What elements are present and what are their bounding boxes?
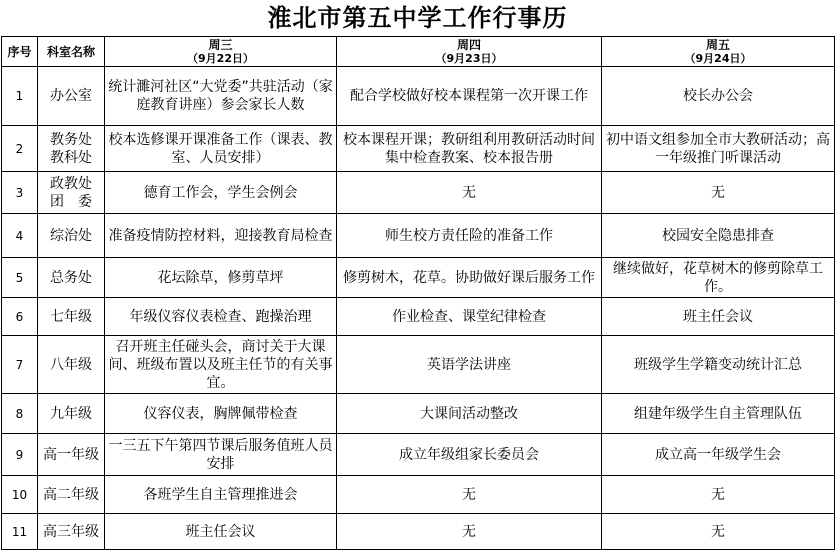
row-index: 2 [2,126,38,172]
row-wednesday: 校本选修课开课准备工作（课表、教室、人员安排） [105,126,337,172]
row-friday: 无 [602,514,835,550]
row-index: 8 [2,394,38,434]
row-dept: 总务处 [38,258,105,298]
row-thursday: 成立年级组家长委员会 [337,434,602,476]
row-index: 6 [2,298,38,336]
header-friday-date: （9月24日） [684,52,752,65]
row-dept: 政教处 团 委 [38,172,105,214]
row-index: 1 [2,67,38,126]
row-index: 9 [2,434,38,476]
row-friday: 校长办公会 [602,67,835,126]
schedule-table [1,36,835,550]
table-row [2,336,835,394]
row-wednesday: 年级仪容仪表检查、跑操治理 [105,298,337,336]
row-dept: 综治处 [38,214,105,258]
row-thursday: 无 [337,514,602,550]
header-index: 序号 [2,37,38,67]
row-wednesday: 各班学生自主管理推进会 [105,476,337,514]
table-header-row [2,37,835,67]
row-dept: 九年级 [38,394,105,434]
row-friday: 无 [602,172,835,214]
row-dept: 七年级 [38,298,105,336]
header-wednesday [105,37,337,67]
header-thursday-date: （9月23日） [435,52,503,65]
row-friday: 成立高一年级学生会 [602,434,835,476]
row-dept: 高一年级 [38,434,105,476]
row-thursday: 修剪树木，花草。协助做好课后服务工作 [337,258,602,298]
row-thursday: 无 [337,172,602,214]
row-wednesday: 统计濉河社区“大党委”共驻活动（家庭教育讲座）参会家长人数 [105,67,337,126]
row-dept: 高三年级 [38,514,105,550]
table-row [2,434,835,476]
row-dept: 八年级 [38,336,105,394]
row-wednesday: 班主任会议 [105,514,337,550]
page-title: 淮北市第五中学工作行事历 [267,4,568,32]
row-friday: 无 [602,476,835,514]
table-row [2,514,835,550]
row-dept: 高二年级 [38,476,105,514]
table-row [2,476,835,514]
table-row [2,298,835,336]
table-row [2,172,835,214]
header-dept: 科室名称 [38,37,105,67]
row-index: 5 [2,258,38,298]
table-row [2,394,835,434]
row-wednesday: 准备疫情防控材料，迎接教育局检查 [105,214,337,258]
row-friday: 组建年级学生自主管理队伍 [602,394,835,434]
row-friday: 班级学生学籍变动统计汇总 [602,336,835,394]
row-wednesday: 一三五下午第四节课后服务值班人员安排 [105,434,337,476]
header-wednesday-day: 周三 [208,38,233,52]
row-friday: 校园安全隐患排查 [602,214,835,258]
table-row [2,67,835,126]
row-index: 10 [2,476,38,514]
row-thursday: 作业检查、课堂纪律检查 [337,298,602,336]
table-row [2,258,835,298]
row-wednesday: 召开班主任碰头会，商讨关于大课间、班级布置以及班主任节的有关事宜。 [105,336,337,394]
header-friday-day: 周五 [705,38,730,52]
table-row [2,126,835,172]
row-index: 3 [2,172,38,214]
header-wednesday-date: （9月22日） [187,52,254,65]
row-thursday: 英语学法讲座 [337,336,602,394]
row-wednesday: 花坛除草，修剪草坪 [105,258,337,298]
row-index: 7 [2,336,38,394]
header-friday [602,37,835,67]
row-wednesday: 仪容仪表，胸牌佩带检查 [105,394,337,434]
row-dept: 办公室 [38,67,105,126]
row-thursday: 师生校方责任险的准备工作 [337,214,602,258]
row-friday: 初中语文组参加全市大教研活动；高一年级推门听课活动 [602,126,835,172]
row-friday: 继续做好，花草树木的修剪除草工作。 [602,258,835,298]
row-dept: 教务处 教科处 [38,126,105,172]
header-thursday-day: 周四 [456,38,481,52]
row-index: 4 [2,214,38,258]
row-thursday: 配合学校做好校本课程第一次开课工作 [337,67,602,126]
row-friday: 班主任会议 [602,298,835,336]
row-index: 11 [2,514,38,550]
header-thursday [337,37,602,67]
row-wednesday: 德育工作会，学生会例会 [105,172,337,214]
row-thursday: 无 [337,476,602,514]
row-thursday: 校本课程开课；教研组利用教研活动时间集中检查教案、校本报告册 [337,126,602,172]
row-thursday: 大课间活动整改 [337,394,602,434]
table-row [2,214,835,258]
